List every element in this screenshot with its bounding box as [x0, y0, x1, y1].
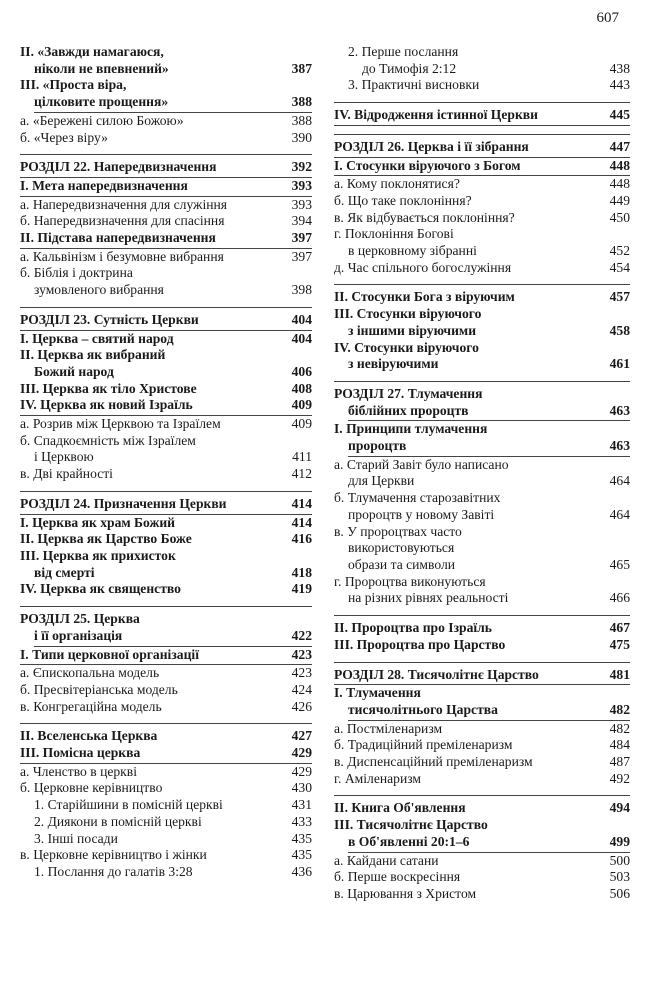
toc-entry-title: з невіруючими — [348, 356, 439, 372]
toc-entry — [334, 615, 630, 637]
toc-entry-title: II. Підстава напередвизначення — [20, 230, 284, 249]
toc-entry-page: 388 — [291, 112, 312, 128]
toc-entry-page: 422 — [284, 628, 312, 647]
toc-entry — [20, 764, 312, 781]
toc-entry-title: а. «Бережені силою Божою» — [20, 112, 184, 128]
toc-entry-page: 408 — [291, 380, 312, 396]
toc-entry-page: 418 — [291, 564, 312, 580]
toc-entry — [334, 817, 630, 834]
toc-entry-title: до Тимофія 2:12 — [362, 60, 457, 76]
toc-left-column — [20, 44, 312, 881]
toc-entry-page: 503 — [609, 869, 630, 885]
toc-entry-page: 464 — [609, 473, 630, 489]
toc-entry-title: б. Напередвизначення для спасіння — [20, 213, 225, 229]
toc-entry — [20, 831, 312, 848]
toc-entry-title: 3. Інші посади — [34, 830, 118, 846]
toc-entry — [20, 797, 312, 814]
toc-entry-title: РОЗДІЛ 27. Тлумачення — [334, 385, 483, 401]
toc-entry-title: II. Церква як Царство Боже — [20, 531, 192, 547]
toc-entry-page: 454 — [609, 259, 630, 275]
toc-entry — [20, 449, 312, 466]
toc-entry — [334, 210, 630, 227]
toc-entry-page: 500 — [609, 852, 630, 868]
toc-entry-title: I. Мета напередвизначення — [20, 178, 284, 197]
toc-entry-title: I. Типи церковної організації — [20, 647, 284, 666]
toc-entry-page: 482 — [602, 702, 630, 721]
toc-entry — [20, 416, 312, 433]
toc-entry-title: III. «Проста віра, — [20, 77, 127, 93]
toc-entry-page: 431 — [291, 797, 312, 813]
toc-entry-page: 482 — [609, 720, 630, 736]
toc-entry-page: 438 — [609, 60, 630, 76]
toc-entry — [20, 531, 312, 548]
toc-entry — [334, 306, 630, 323]
toc-entry-page: 463 — [602, 438, 630, 457]
toc-entry — [20, 94, 312, 113]
toc-entry-title: III. Помісна церква — [20, 745, 284, 764]
toc-entry-page: 466 — [609, 590, 630, 606]
toc-entry-title: а. Постміленаризм — [334, 720, 443, 736]
toc-entry-page: 429 — [291, 763, 312, 779]
toc-entry — [20, 113, 312, 130]
toc-entry-page: 397 — [291, 248, 312, 264]
toc-right-column — [334, 44, 630, 903]
toc-entry-title: б. Перше воскресіння — [334, 869, 461, 885]
toc-entry — [334, 176, 630, 193]
toc-entry — [334, 590, 630, 607]
toc-entry — [334, 193, 630, 210]
toc-entry — [334, 834, 630, 853]
toc-entry-title: II. Книга Об'явлення — [334, 800, 466, 816]
toc-entry-title: РОЗДІЛ 23. Сутність Церкви — [20, 312, 284, 331]
toc-entry-page: 443 — [609, 77, 630, 93]
toc-entry-page: 506 — [609, 885, 630, 901]
toc-entry-title: III. Церква як прихисток — [20, 547, 176, 563]
toc-entry-title: г. Пророцтва виконуються — [334, 573, 486, 589]
toc-entry-title: для Церкви — [348, 473, 415, 489]
toc-entry-title: 3. Практичні висновки — [348, 77, 480, 93]
toc-entry — [20, 864, 312, 881]
toc-entry-title: Божий народ — [34, 363, 114, 379]
toc-entry-title: від смерті — [34, 564, 95, 580]
toc-entry-title: зумовленого вибрання — [34, 282, 164, 298]
toc-entry — [20, 61, 312, 78]
toc-entry-title: II. Пророцтва про Ізраїль — [334, 620, 493, 636]
toc-entry-page: 387 — [291, 60, 312, 76]
toc-entry-title: б. Що таке поклоніння? — [334, 192, 472, 208]
toc-entry — [334, 524, 630, 541]
toc-entry-title: біблійних пророцтв — [348, 403, 602, 422]
toc-entry-title: I. Церква як храм Божий — [20, 514, 175, 530]
toc-entry — [334, 473, 630, 490]
toc-entry — [20, 745, 312, 764]
toc-entry-page: 394 — [291, 213, 312, 229]
toc-entry-page: 448 — [602, 158, 630, 177]
toc-entry — [334, 869, 630, 886]
toc-entry — [334, 61, 630, 78]
toc-entry-title: I. Церква – святий народ — [20, 330, 174, 346]
toc-entry — [20, 130, 312, 147]
toc-entry — [334, 226, 630, 243]
toc-entry-page: 393 — [291, 196, 312, 212]
toc-entry-page: 406 — [291, 363, 312, 379]
toc-entry — [20, 331, 312, 348]
toc-entry-title: II. Церква як вибраний — [20, 347, 166, 363]
toc-entry-title: IV. Відродження істинної Церкви — [334, 107, 602, 126]
toc-entry — [334, 574, 630, 591]
toc-entry-page: 465 — [609, 556, 630, 572]
toc-entry — [20, 213, 312, 230]
toc-entry-page: 414 — [291, 514, 312, 530]
toc-entry-title: в. Диспенсаційний преміленаризм — [334, 754, 533, 770]
toc-entry-title: в. Царювання з Христом — [334, 885, 477, 901]
toc-entry-page: 414 — [284, 496, 312, 515]
toc-entry-title: а. Кальвінізм і безумовне вибрання — [20, 248, 224, 264]
toc-entry-title: РОЗДІЛ 25. Церква — [20, 611, 140, 627]
toc-entry-page: 398 — [291, 282, 312, 298]
toc-entry-page: 397 — [284, 230, 312, 249]
toc-entry — [334, 77, 630, 94]
toc-entry-title: в. Дві крайності — [20, 466, 113, 482]
toc-entry-title: РОЗДІЛ 22. Напередвизначення — [20, 159, 284, 178]
toc-entry-title: РОЗДІЛ 28. Тисячолітнє Царство — [334, 667, 602, 686]
toc-entry-title: б. Традиційний преміленаризм — [334, 737, 513, 753]
toc-entry — [20, 628, 312, 647]
toc-entry — [334, 754, 630, 771]
toc-entry-page: 424 — [291, 681, 312, 697]
toc-entry — [20, 265, 312, 282]
toc-entry-page: 392 — [284, 159, 312, 178]
toc-entry-page: 458 — [609, 322, 630, 338]
toc-entry — [20, 606, 312, 628]
toc-entry-page: 435 — [291, 830, 312, 846]
toc-entry — [334, 284, 630, 306]
toc-entry-title: РОЗДІЛ 24. Призначення Церкви — [20, 496, 284, 515]
toc-entry — [20, 466, 312, 483]
toc-entry — [334, 540, 630, 557]
toc-entry-page: 412 — [291, 466, 312, 482]
toc-entry-title: IV. Церква як новий Ізраїль — [20, 397, 284, 416]
toc-entry-title: 1. Старійшини в помісній церкві — [34, 797, 223, 813]
toc-entry — [20, 581, 312, 598]
toc-entry-page: 449 — [609, 192, 630, 208]
toc-entry — [20, 44, 312, 61]
toc-entry — [20, 178, 312, 197]
toc-entry — [334, 158, 630, 177]
toc-entry — [334, 557, 630, 574]
toc-entry — [20, 491, 312, 515]
toc-entry-title: а. Кайдани сатани — [334, 852, 439, 868]
toc-entry-page: 445 — [602, 107, 630, 126]
toc-entry — [20, 230, 312, 249]
toc-entry — [334, 685, 630, 702]
toc-entry-page: 404 — [291, 330, 312, 346]
toc-entry-title: пророцтв у новому Завіті — [348, 506, 495, 522]
toc-entry-page: 436 — [291, 863, 312, 879]
toc-entry-page: 499 — [602, 834, 630, 853]
toc-entry-page: 464 — [609, 506, 630, 522]
toc-entry — [20, 154, 312, 178]
toc-entry-title: і Церквою — [34, 449, 94, 465]
toc-entry-title: II. Стосунки Бога з віруючим — [334, 289, 515, 305]
toc-entry — [334, 507, 630, 524]
toc-entry — [20, 847, 312, 864]
toc-entry-title: IV. Церква як священство — [20, 581, 181, 597]
toc-entry-title: в. Конгрегаційна модель — [20, 698, 162, 714]
toc-entry — [334, 403, 630, 422]
toc-entry-page: 457 — [609, 289, 630, 305]
toc-entry-title: в. У пророцтвах часто — [334, 523, 462, 539]
toc-entry-title: а. Напередвизначення для служіння — [20, 196, 228, 212]
toc-entry-title: в. Церковне керівництво і жінки — [20, 847, 207, 863]
toc-entry-page: 467 — [609, 620, 630, 636]
toc-entry-page: 429 — [284, 745, 312, 764]
toc-entry-page: 447 — [602, 139, 630, 158]
toc-entry — [20, 364, 312, 381]
toc-entry-page: 393 — [284, 178, 312, 197]
toc-entry — [334, 134, 630, 158]
toc-entry-page: 416 — [291, 531, 312, 547]
toc-entry — [334, 102, 630, 126]
toc-entry — [334, 457, 630, 474]
toc-entry — [20, 665, 312, 682]
toc-entry — [20, 433, 312, 450]
page-number: 607 — [596, 10, 619, 26]
toc-entry-page: 390 — [291, 129, 312, 145]
toc-entry-title: г. Поклоніння Богові — [334, 226, 454, 242]
toc-entry-title: II. Вселенська Церква — [20, 728, 158, 744]
toc-entry — [334, 637, 630, 654]
toc-entry-title: на різних рівнях реальності — [348, 590, 509, 606]
toc-entry-title: з іншими віруючими — [348, 322, 477, 338]
toc-entry — [20, 515, 312, 532]
toc-entry — [334, 323, 630, 340]
toc-entry-title: образи та символи — [348, 556, 456, 572]
toc-entry-title: б. Спадкоємність між Ізраїлем — [20, 432, 196, 448]
toc-entry-title: 2. Диякони в помісній церкві — [34, 813, 202, 829]
toc-entry — [20, 282, 312, 299]
toc-entry-title: цілковите прощення» — [34, 94, 284, 113]
toc-entry — [334, 737, 630, 754]
toc-entry-page: 435 — [291, 847, 312, 863]
toc-entry-page: 481 — [602, 667, 630, 686]
toc-entry — [334, 421, 630, 438]
toc-entry-title: а. Кому поклонятися? — [334, 176, 460, 192]
toc-entry-page: 452 — [609, 243, 630, 259]
toc-entry-page: 409 — [284, 397, 312, 416]
toc-entry-title: і її організація — [34, 628, 284, 647]
toc-entry-title: III. Пророцтва про Царство — [334, 636, 506, 652]
toc-entry-page: 492 — [609, 770, 630, 786]
toc-entry-title: II. «Завжди намагаюся, — [20, 44, 164, 59]
toc-entry — [20, 347, 312, 364]
toc-entry-page: 463 — [602, 403, 630, 422]
toc-entry-title: пророцтв — [348, 438, 602, 457]
toc-entry-page: 461 — [609, 356, 630, 372]
toc-entry-title: ніколи не впевнений» — [34, 60, 169, 76]
toc-entry — [334, 260, 630, 277]
toc-entry — [334, 44, 630, 61]
toc-entry-page: 430 — [291, 780, 312, 796]
toc-entry-page: 484 — [609, 737, 630, 753]
toc-entry-title: I. Тлумачення — [334, 685, 421, 701]
toc-entry — [334, 356, 630, 373]
toc-entry-title: III. Тисячолітнє Царство — [334, 817, 488, 833]
toc-entry-title: в. Як відбувається поклоніння? — [334, 209, 515, 225]
toc-entry — [20, 77, 312, 94]
toc-entry-title: а. Членство в церкві — [20, 763, 137, 779]
toc-entry — [20, 647, 312, 666]
toc-entry — [20, 565, 312, 582]
toc-entry-title: б. Пресвітеріанська модель — [20, 681, 178, 697]
toc-entry — [334, 340, 630, 357]
toc-entry-title: а. Старий Завіт було написано — [334, 456, 509, 472]
toc-entry-title: б. Тлумачення старозавітних — [334, 490, 501, 506]
toc-entry — [20, 249, 312, 266]
toc-entry — [20, 548, 312, 565]
toc-entry-page: 423 — [291, 665, 312, 681]
toc-entry-title: III. Церква як тіло Христове — [20, 380, 197, 396]
toc-entry-title: б. Біблія і доктрина — [20, 265, 133, 281]
toc-entry — [334, 243, 630, 260]
toc-entry — [334, 795, 630, 817]
toc-entry — [20, 699, 312, 716]
toc-entry — [20, 197, 312, 214]
toc-entry — [20, 780, 312, 797]
toc-entry-page: 423 — [284, 647, 312, 666]
toc-entry — [334, 702, 630, 721]
toc-entry-page: 487 — [609, 754, 630, 770]
toc-entry-page: 411 — [292, 449, 312, 465]
toc-entry-page: 404 — [284, 312, 312, 331]
toc-entry-title: д. Час спільного богослужіння — [334, 259, 512, 275]
toc-entry — [20, 307, 312, 331]
toc-entry-page: 426 — [291, 698, 312, 714]
toc-entry-title: I. Принципи тлумачення — [334, 421, 488, 437]
toc-entry-title: б. «Через віру» — [20, 129, 108, 145]
toc-entry — [334, 721, 630, 738]
toc-entry-page: 433 — [291, 813, 312, 829]
toc-entry-title: III. Стосунки віруючого — [334, 306, 482, 322]
toc-entry-page: 494 — [609, 800, 630, 816]
toc-entry-title: в Об'явленні 20:1–6 — [348, 834, 602, 853]
toc-entry-title: РОЗДІЛ 26. Церква і її зібрання — [334, 139, 602, 158]
toc-entry-page: 409 — [291, 416, 312, 432]
toc-entry-title: г. Аміленаризм — [334, 770, 422, 786]
toc-entry — [20, 682, 312, 699]
toc-entry-page: 419 — [291, 581, 312, 597]
toc-entry — [334, 490, 630, 507]
toc-entry-title: 1. Послання до галатів 3:28 — [34, 863, 193, 879]
toc-entry-title: використовуються — [348, 540, 455, 556]
toc-entry-title: I. Стосунки віруючого з Богом — [334, 158, 602, 177]
toc-entry-title: тисячолітнього Царства — [348, 702, 602, 721]
toc-entry-page: 388 — [284, 94, 312, 113]
toc-entry — [20, 397, 312, 416]
toc-entry — [20, 814, 312, 831]
toc-entry-page: 448 — [609, 176, 630, 192]
toc-entry-title: а. Розрив між Церквою та Ізраїлем — [20, 416, 221, 432]
toc-entry — [334, 771, 630, 788]
toc-entry — [334, 381, 630, 403]
toc-entry — [334, 438, 630, 457]
toc-entry-page: 475 — [609, 636, 630, 652]
toc-entry — [334, 886, 630, 903]
toc-entry-page: 450 — [609, 209, 630, 225]
toc-entry-title: в церковному зібранні — [348, 243, 477, 259]
toc-entry-page: 427 — [291, 728, 312, 744]
toc-entry-title: а. Єпископальна модель — [20, 665, 160, 681]
toc-entry-title: IV. Стосунки віруючого — [334, 339, 479, 355]
toc-entry — [334, 662, 630, 686]
toc-entry — [334, 853, 630, 870]
toc-entry-title: б. Церковне керівництво — [20, 780, 163, 796]
toc-entry — [20, 723, 312, 745]
toc-entry-title: 2. Перше послання — [348, 44, 459, 59]
toc-entry — [20, 381, 312, 398]
